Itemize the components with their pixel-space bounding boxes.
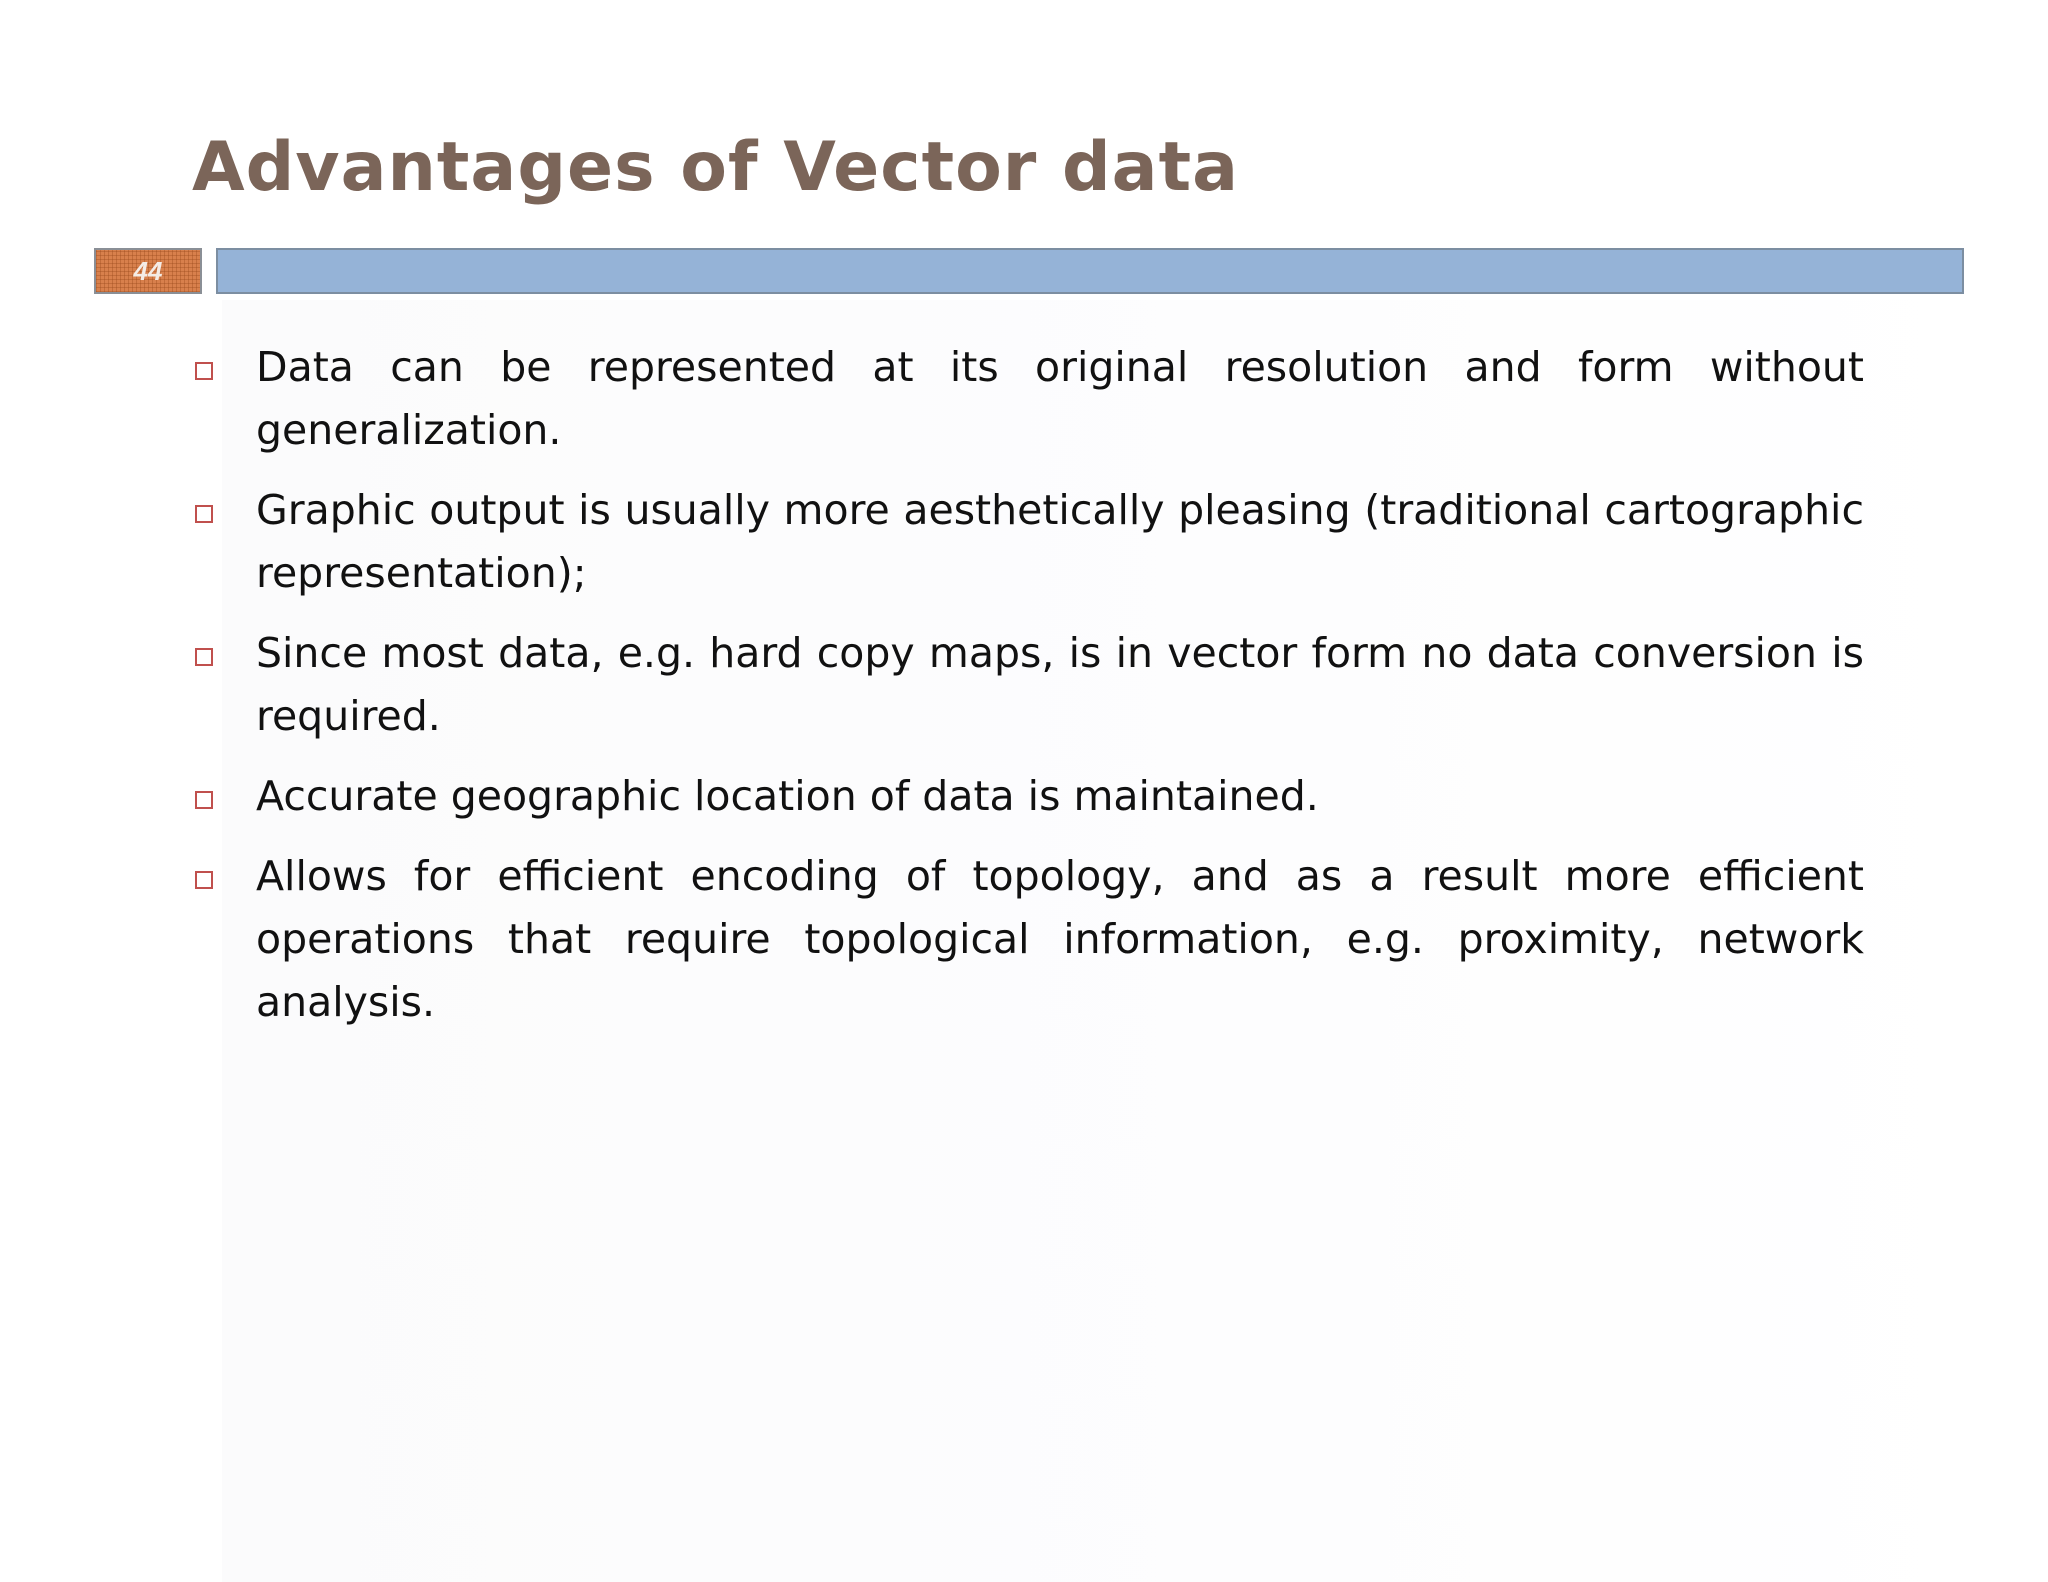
hollow-square-icon: [195, 362, 213, 380]
slide-title: Advantages of Vector data: [192, 128, 1239, 207]
bullet-text: Graphic output is usually more aesthetically pleasing (traditional cartographic representation);: [256, 486, 1864, 597]
hollow-square-icon: [195, 505, 213, 523]
bullet-item: [192, 845, 1864, 1034]
bullet-item: [192, 765, 1864, 828]
bullet-text: Allows for efficient encoding of topology, and as a result more efficient operations that require topological information, e.g. proximity, network analysis.: [256, 852, 1864, 1026]
hollow-square-icon: [195, 871, 213, 889]
bullet-text: Since most data, e.g. hard copy maps, is in vector form no data conversion is required.: [256, 629, 1864, 740]
bullet-text: Accurate geographic location of data is maintained.: [256, 772, 1319, 820]
bullet-item: [192, 622, 1864, 748]
bullet-text: Data can be represented at its original resolution and form without generalization.: [256, 343, 1864, 454]
title-underline-bar: [216, 248, 1964, 294]
slide-number-badge: 44: [94, 248, 202, 294]
bullet-item: [192, 336, 1864, 462]
hollow-square-icon: [195, 648, 213, 666]
hollow-square-icon: [195, 791, 213, 809]
bullet-list: [192, 336, 1864, 1051]
bullet-item: [192, 479, 1864, 605]
